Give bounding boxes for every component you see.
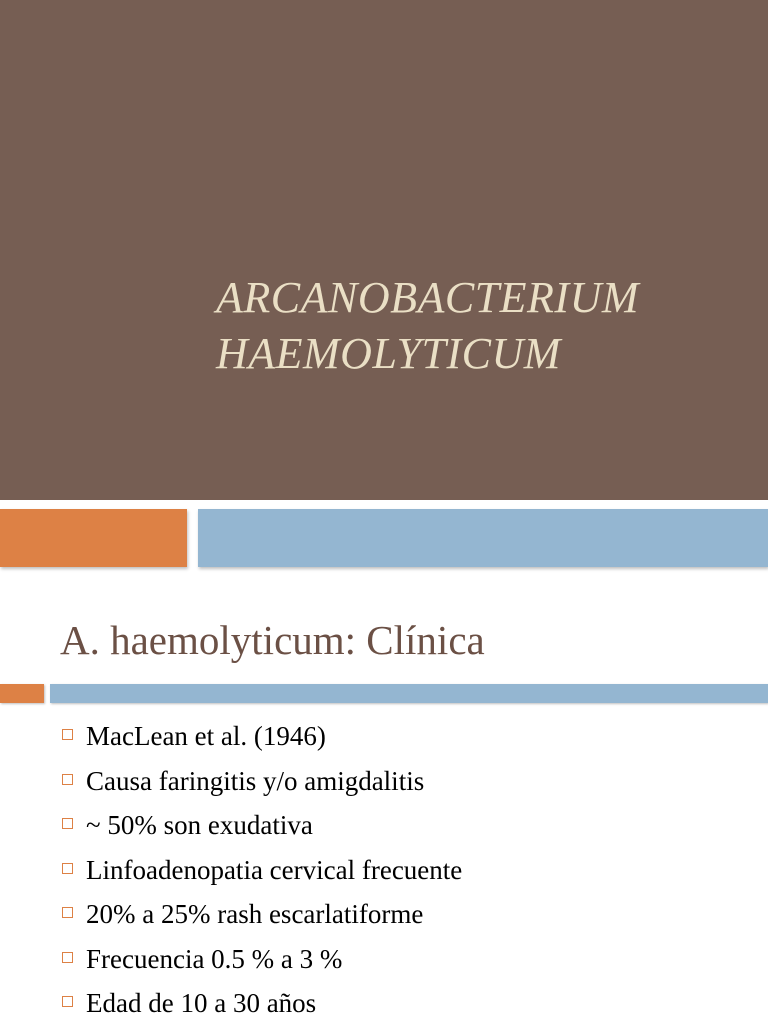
bullet-text: Frecuencia 0.5 % a 3 % — [86, 943, 343, 974]
hollow-square-bullet-icon — [62, 729, 73, 740]
orange-accent-band — [0, 509, 187, 567]
hollow-square-bullet-icon — [62, 818, 73, 829]
content-slide-title: A. haemolyticum: Clínica — [60, 617, 485, 663]
bullet-list — [60, 714, 462, 1026]
hollow-square-bullet-icon — [62, 907, 73, 918]
bullet-text: Linfoadenopatia cervical frecuente — [86, 854, 463, 885]
title-line-2: HAEMOLYTICUM — [216, 329, 561, 378]
list-item — [60, 848, 462, 893]
list-item — [60, 981, 462, 1026]
bullet-text: 20% a 25% rash escarlatiforme — [86, 899, 424, 929]
title-slide-heading — [216, 270, 639, 382]
list-item — [60, 803, 462, 848]
list-item — [60, 892, 462, 937]
list-item — [60, 937, 462, 982]
bullet-text: Causa faringitis y/o amigdalitis — [86, 765, 425, 796]
hollow-square-bullet-icon — [62, 863, 73, 874]
hollow-square-bullet-icon — [62, 952, 73, 963]
title-line-1: ARCANOBACTERIUM — [216, 273, 640, 322]
title-slide — [0, 0, 768, 500]
hollow-square-bullet-icon — [62, 774, 73, 785]
list-item — [60, 759, 462, 804]
bullet-text: ~ 50% son exudativa — [86, 810, 313, 840]
bullet-text: Edad de 10 a 30 años — [86, 988, 317, 1018]
blue-accent-band — [198, 509, 768, 567]
bullet-text: MacLean et al. (1946) — [86, 721, 326, 751]
blue-divider-bar — [50, 684, 768, 703]
hollow-square-bullet-icon — [62, 996, 73, 1007]
orange-divider-bar — [0, 684, 44, 703]
list-item — [60, 714, 462, 759]
